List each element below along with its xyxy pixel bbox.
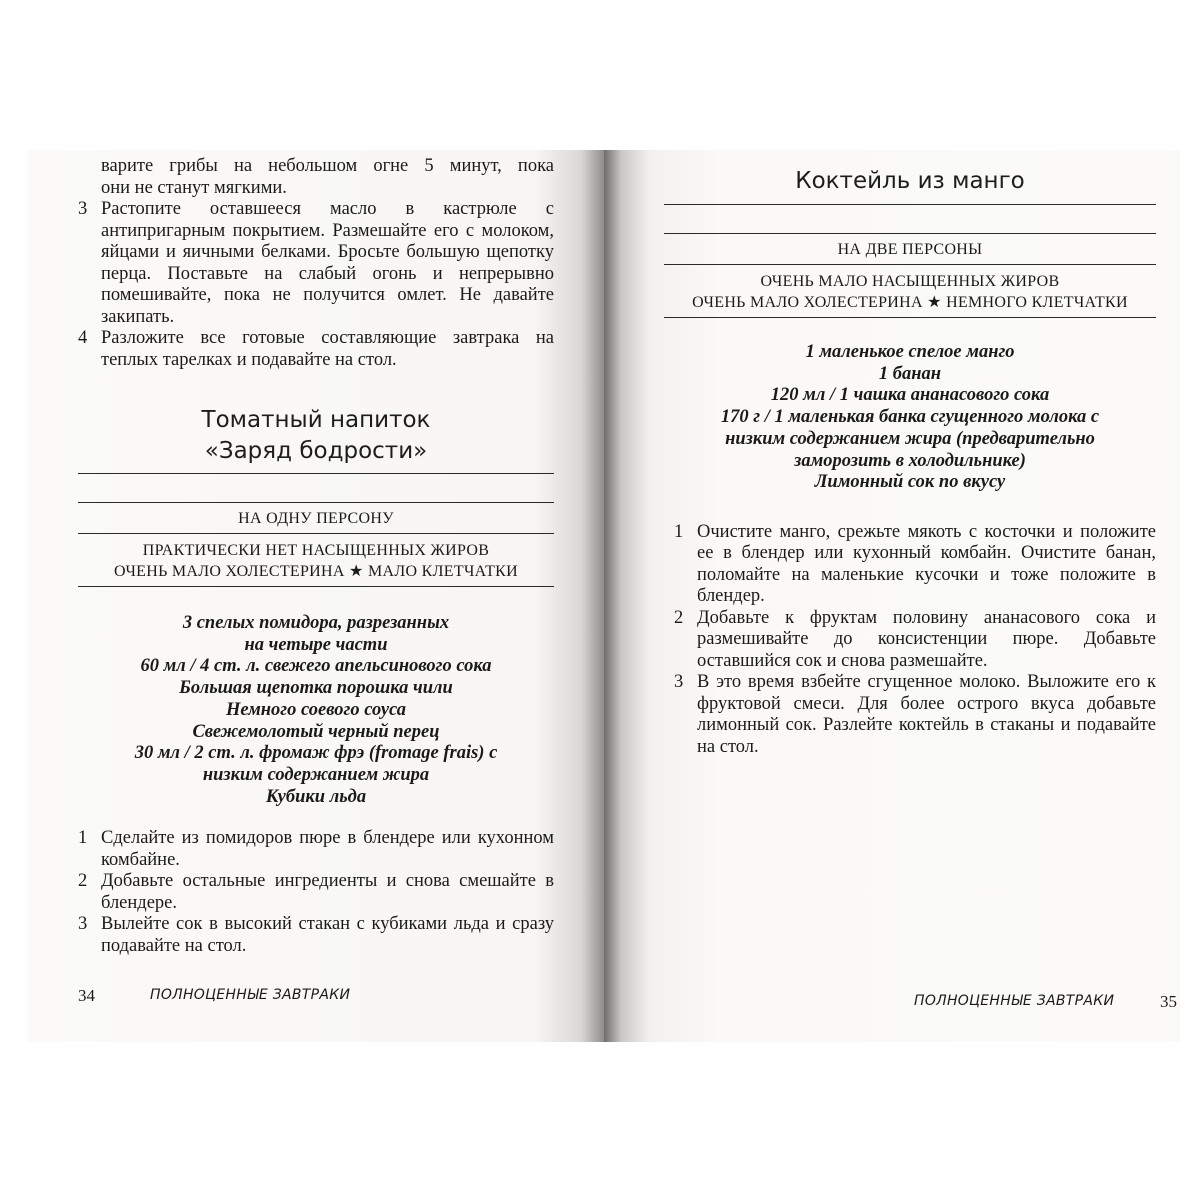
- step-text: Добавьте к фруктам половину ананасового сока и размешивайте до консистенции пюре. Добавьте оставшийся сок и снова размешайте.: [697, 607, 1156, 671]
- step-item: [78, 871, 554, 914]
- step-item: [78, 828, 554, 871]
- recipe-title: [78, 405, 554, 467]
- recipe-title: Коктейль из манго: [795, 168, 1025, 194]
- left-page: [28, 150, 604, 1042]
- step-item: [78, 328, 554, 371]
- recipe-title-line: «Заряд бодрости»: [204, 438, 428, 464]
- recipe-title-line: Томатный напиток: [201, 407, 431, 433]
- step-text: Вылейте сок в высокий стакан с кубиками льда и сразу подавайте на стол.: [101, 914, 554, 956]
- ingredient-line: 1 маленькое спелое манго: [805, 342, 1015, 362]
- ingredient-line: 60 мл / 4 ст. л. свежего апельсинового сока: [140, 656, 492, 677]
- ingredient-line: 3 спелых помидора, разрезанных: [182, 613, 450, 633]
- step-number: 3: [78, 914, 88, 935]
- running-footer: ПОЛНОЦЕННЫЕ ЗАВТРАКИ: [914, 993, 1115, 1009]
- nutrition-line: ОЧЕНЬ МАЛО НАСЫЩЕННЫХ ЖИРОВ: [760, 273, 1060, 290]
- step-item: [674, 522, 1156, 608]
- step-text: Разложите все готовые составляющие завтрака на теплых тарелках и подавайте на стол.: [101, 328, 554, 370]
- step-text: Очистите манго, срежьте мякоть с косточки и положите ее в блендер или кухонный комбайн. Очистите банан, поломайте на маленькие кусочки и тоже положите в блендер.: [697, 521, 1156, 607]
- ingredient-line: низким содержанием жира: [202, 764, 430, 785]
- servings: НА ДВЕ ПЕРСОНЫ: [837, 241, 983, 258]
- step-item: [674, 672, 1156, 758]
- ingredient-line: Кубики льда: [265, 786, 367, 807]
- step-number: 3: [78, 199, 88, 219]
- ingredients-list: [664, 342, 1156, 494]
- ingredient-line: 1 банан: [878, 363, 942, 384]
- ingredients-list: [78, 613, 554, 808]
- step-text: Добавьте остальные ингредиенты и снова смешайте в блендере.: [101, 871, 554, 913]
- nutrition-line: ОЧЕНЬ МАЛО ХОЛЕСТЕРИНА ★ МАЛО КЛЕТЧАТКИ: [113, 563, 518, 580]
- ingredient-line: низким содержанием жира (предварительно: [725, 428, 1095, 449]
- continued-line: варите грибы на небольшом огне 5 минут, пока: [101, 156, 554, 176]
- step-number: 2: [674, 607, 684, 628]
- step-item: [78, 914, 554, 957]
- step-number: 4: [78, 328, 88, 348]
- step-number: 1: [78, 828, 88, 849]
- ingredient-line: 120 мл / 1 чашка ананасового сока: [770, 385, 1050, 406]
- ingredient-line: Немного соевого соуса: [225, 699, 407, 720]
- step-item: [78, 199, 554, 328]
- running-footer: ПОЛНОЦЕННЫЕ ЗАВТРАКИ: [150, 987, 351, 1003]
- step-item: [674, 608, 1156, 673]
- step-text: Сделайте из помидоров пюре в блендере или кухонном комбайне.: [101, 828, 554, 870]
- servings: НА ОДНУ ПЕРСОНУ: [238, 510, 394, 527]
- nutrition-line: ПРАКТИЧЕСКИ НЕТ НАСЫЩЕННЫХ ЖИРОВ: [142, 542, 490, 559]
- ingredient-line: Лимонный сок по вкусу: [814, 472, 1006, 493]
- step-text: Растопите оставшееся масло в кастрюле с антипригарным покрытием. Размешайте его с молоком, яйцами и яичными белками. Бросьте большую щепотку перца. Поставьте на слабый огонь и непрерывно помешивайте, пока не получится омлет. Не давайте закипать.: [101, 199, 554, 327]
- steps-list: [664, 522, 1156, 759]
- left-page-body: [78, 156, 554, 957]
- book-spread: [28, 150, 1180, 1042]
- right-page: [604, 150, 1180, 1042]
- page-number: 34: [78, 986, 95, 1005]
- ingredient-line: 170 г / 1 маленькая банка сгущенного молока с: [720, 407, 1100, 428]
- ingredient-line: 30 мл / 2 ст. л. фромаж фрэ (fromage frais) с: [134, 743, 498, 764]
- step-number: 2: [78, 871, 88, 892]
- continued-line: они не станут мягкими.: [101, 177, 287, 198]
- step-number: 3: [674, 672, 684, 693]
- ingredient-line: Большая щепотка порошка чили: [179, 678, 453, 699]
- step-text: В это время взбейте сгущенное молоко. Выложите его к фруктовой смеси. Для более острого вкуса добавьте лимонный сок. Разлейте коктейль в стаканы и подавайте на стол.: [697, 672, 1156, 757]
- ingredient-line: Свежемолотый черный перец: [192, 721, 440, 742]
- right-page-body: [664, 166, 1156, 758]
- ingredient-line: заморозить в холодильнике): [794, 450, 1026, 471]
- ingredient-line: на четыре части: [244, 634, 388, 655]
- nutrition-line: ОЧЕНЬ МАЛО ХОЛЕСТЕРИНА ★ НЕМНОГО КЛЕТЧАТКИ: [692, 294, 1128, 311]
- step-number: 1: [674, 521, 684, 542]
- page-number: 35: [1160, 992, 1177, 1011]
